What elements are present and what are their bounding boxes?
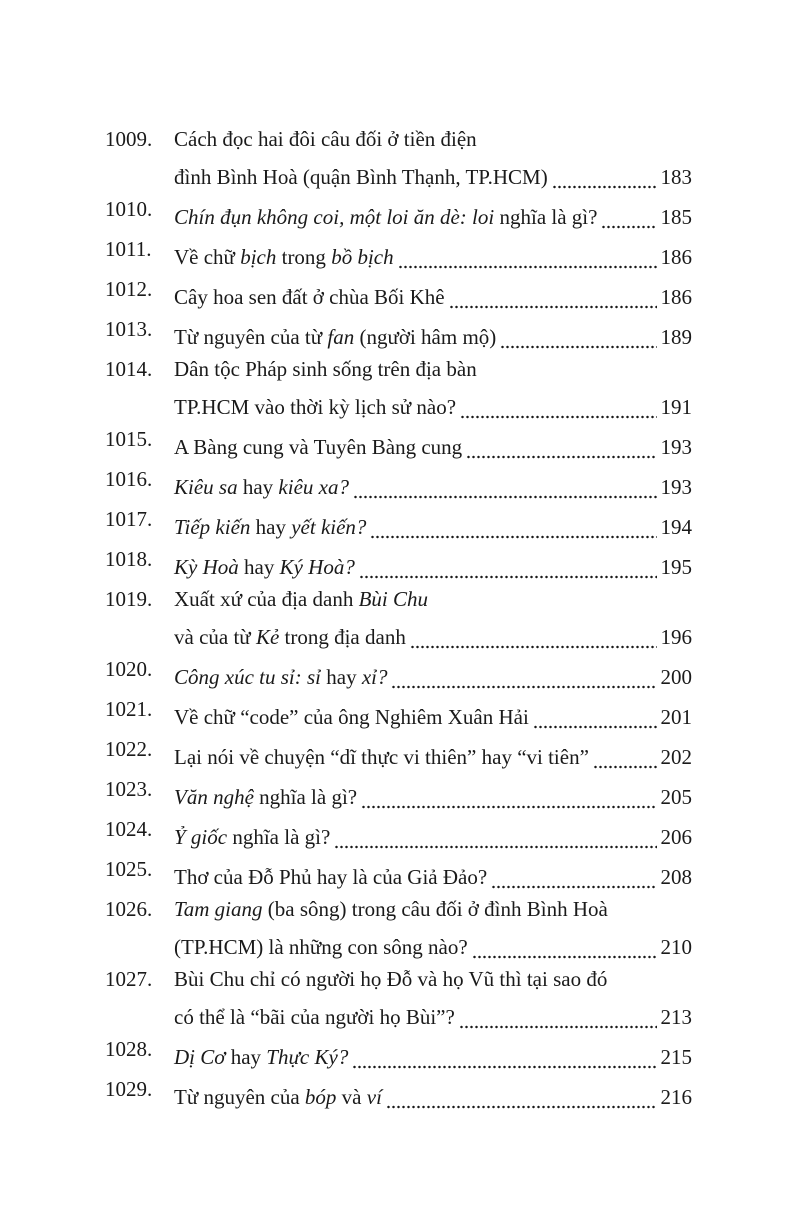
toc-entry-line — [0, 584, 800, 614]
toc-entry-line — [0, 464, 800, 499]
italic-term: bồ bịch — [331, 245, 394, 269]
entry-number: 1012. — [105, 277, 153, 301]
toc-entry-line — [0, 154, 800, 189]
page-number: 186 — [660, 285, 692, 309]
toc-entry[interactable] — [0, 424, 800, 459]
entry-number: 1017. — [105, 507, 153, 531]
italic-term: Kỳ Hoà — [174, 555, 239, 579]
toc-entry-line — [0, 234, 800, 269]
dot-leader — [491, 863, 656, 893]
toc-entry-line — [0, 854, 800, 889]
title-text: và của từ — [174, 625, 256, 649]
title-text: TP.HCM vào thời kỳ lịch sử nào? — [174, 395, 457, 419]
entry-title — [174, 742, 589, 772]
page-number: 205 — [660, 785, 692, 809]
dot-leader — [449, 283, 657, 313]
entry-title — [174, 782, 357, 812]
page-number: 185 — [660, 205, 692, 229]
page-number: 208 — [660, 865, 692, 889]
toc-entry[interactable] — [0, 734, 800, 769]
entry-title — [174, 894, 608, 924]
toc-entry[interactable] — [0, 584, 800, 649]
page-number: 195 — [660, 555, 692, 579]
toc-entry-line — [0, 964, 800, 994]
toc-entry-line — [0, 1034, 800, 1069]
title-text: Từ nguyên của — [174, 1085, 305, 1109]
toc-entry-line — [0, 194, 800, 229]
entry-number: 1016. — [105, 467, 153, 491]
title-text: (ba sông) trong câu đối ở đình Bình Hoà — [262, 897, 608, 921]
title-text: Về chữ — [174, 245, 241, 269]
title-text: trong — [276, 245, 332, 269]
italic-term: xỉ? — [361, 665, 388, 689]
title-text: nghĩa là gì? — [227, 825, 331, 849]
entry-title — [174, 964, 607, 994]
entry-number: 1023. — [105, 777, 153, 801]
italic-term: Tam giang — [174, 897, 263, 921]
toc-entry-line — [0, 124, 800, 154]
dot-leader — [361, 783, 656, 813]
title-text: Thơ của Đỗ Phủ hay là của Giả Đảo? — [174, 865, 488, 889]
toc-entry[interactable] — [0, 814, 800, 849]
entry-title — [174, 1042, 348, 1072]
toc-entry[interactable] — [0, 894, 800, 959]
entry-number: 1020. — [105, 657, 153, 681]
title-text: Dân tộc Pháp sinh sống trên địa bàn — [174, 357, 477, 381]
page-number: 193 — [660, 475, 692, 499]
italic-term: Kiêu sa — [174, 475, 238, 499]
dot-leader — [466, 433, 656, 463]
page-number: 216 — [660, 1085, 692, 1109]
toc-entry[interactable] — [0, 464, 800, 499]
dot-leader — [398, 243, 657, 273]
page-number: 193 — [660, 435, 692, 459]
toc-entry-line — [0, 544, 800, 579]
page-number: 202 — [660, 745, 692, 769]
dot-leader — [359, 553, 657, 583]
toc-entry-line — [0, 274, 800, 309]
title-text: Về chữ “code” của ông Nghiêm Xuân Hải — [174, 705, 529, 729]
toc-entry[interactable] — [0, 314, 800, 349]
toc-entry-line — [0, 614, 800, 649]
italic-term: Thực Ký? — [266, 1045, 349, 1069]
toc-entry[interactable] — [0, 854, 800, 889]
dot-leader — [386, 1083, 657, 1113]
toc-entry[interactable] — [0, 124, 800, 189]
italic-term: ví — [366, 1085, 382, 1109]
title-text: Lại nói về chuyện “dĩ thực vi thiên” hay “vi tiên” — [174, 745, 589, 769]
title-text: (TP.HCM) là những con sông nào? — [174, 935, 468, 959]
entry-number: 1027. — [105, 967, 153, 991]
italic-term: Văn nghệ — [174, 785, 254, 809]
toc-entry-line — [0, 314, 800, 349]
title-text: hay — [238, 555, 280, 579]
italic-term: Chín đụn không coi, một loi ăn dè: loi — [174, 205, 495, 229]
entry-title — [174, 702, 529, 732]
toc-entry-line — [0, 774, 800, 809]
dot-leader — [459, 1003, 657, 1033]
toc-entry-line — [0, 384, 800, 419]
italic-term: Tiếp kiến — [174, 515, 251, 539]
entry-number: 1010. — [105, 197, 153, 221]
italic-term: kiêu xa? — [278, 475, 349, 499]
toc-entry[interactable] — [0, 234, 800, 269]
dot-leader — [370, 513, 656, 543]
dot-leader — [552, 163, 657, 193]
toc-entry[interactable] — [0, 544, 800, 579]
toc-entry-line — [0, 894, 800, 924]
title-text: Bùi Chu chỉ có người họ Đỗ và họ Vũ thì tại sao đó — [174, 967, 608, 991]
dot-leader — [334, 823, 656, 853]
toc-entry-line — [0, 424, 800, 459]
toc-entry-line — [0, 734, 800, 769]
entry-title — [174, 822, 330, 852]
entry-title — [174, 322, 496, 352]
dot-leader — [472, 933, 657, 963]
italic-term: bịch — [240, 245, 277, 269]
entry-title — [174, 584, 428, 614]
entry-title — [174, 124, 477, 154]
entry-number: 1013. — [105, 317, 153, 341]
dot-leader — [460, 393, 656, 423]
dot-leader — [593, 743, 657, 773]
title-text: nghĩa là gì? — [253, 785, 358, 809]
toc-entry[interactable] — [0, 1074, 800, 1109]
entry-title — [174, 552, 355, 582]
entry-number: 1028. — [105, 1037, 153, 1061]
title-text: Xuất xứ của địa danh — [174, 587, 359, 611]
page-number: 215 — [660, 1045, 692, 1069]
toc-entry-line — [0, 504, 800, 539]
dot-leader — [410, 623, 657, 653]
entry-title — [174, 392, 456, 422]
title-text: A Bàng cung và Tuyên Bàng cung — [174, 435, 463, 459]
italic-term: Bùi Chu — [358, 587, 428, 611]
entry-number: 1014. — [105, 357, 153, 381]
entry-number: 1029. — [105, 1077, 153, 1101]
entry-number: 1019. — [105, 587, 153, 611]
entry-number: 1026. — [105, 897, 153, 921]
page-number: 189 — [660, 325, 692, 349]
toc-entry[interactable] — [0, 194, 800, 229]
entry-title — [174, 662, 387, 692]
title-text: có thể là “bãi của người họ Bùi”? — [174, 1005, 455, 1029]
entry-title — [174, 242, 394, 272]
toc-entry-line — [0, 654, 800, 689]
entry-title — [174, 162, 548, 192]
title-text: Cây hoa sen đất ở chùa Bối Khê — [174, 285, 445, 309]
italic-term: bóp — [304, 1085, 337, 1109]
title-text: Từ nguyên của từ — [174, 325, 328, 349]
toc-entry-line — [0, 354, 800, 384]
toc-entry[interactable] — [0, 694, 800, 729]
dot-leader — [601, 203, 656, 233]
title-text: đình Bình Hoà (quận Bình Thạnh, TP.HCM) — [174, 165, 548, 189]
page-number: 200 — [660, 665, 692, 689]
page-number: 194 — [660, 515, 692, 539]
dot-leader — [533, 703, 657, 733]
page-number: 183 — [660, 165, 692, 189]
page-number: 210 — [660, 935, 692, 959]
entry-number: 1021. — [105, 697, 153, 721]
title-text: hay — [321, 665, 362, 689]
title-text: hay — [250, 515, 292, 539]
page-number: 206 — [660, 825, 692, 849]
entry-number: 1011. — [105, 237, 152, 261]
dot-leader — [391, 663, 656, 693]
entry-number: 1025. — [105, 857, 153, 881]
entry-title — [174, 862, 487, 892]
dot-leader — [352, 1043, 656, 1073]
entry-title — [174, 512, 366, 542]
toc-entry[interactable] — [0, 274, 800, 309]
entry-number: 1009. — [105, 127, 153, 151]
title-text: hay — [225, 1045, 267, 1069]
page-number: 201 — [660, 705, 692, 729]
dot-leader — [500, 323, 656, 353]
entry-title — [174, 432, 462, 462]
title-text: Cách đọc hai đôi câu đối ở tiền điện — [174, 127, 477, 151]
italic-term: Công xúc tu sỉ: sỉ — [174, 665, 321, 689]
italic-term: Ỷ giốc — [174, 825, 228, 849]
toc-entry-line — [0, 924, 800, 959]
toc-entry[interactable] — [0, 964, 800, 1029]
entry-title — [174, 622, 406, 652]
italic-term: Dị Cơ — [174, 1045, 226, 1069]
entry-number: 1018. — [105, 547, 153, 571]
page-number: 196 — [660, 625, 692, 649]
toc-entry-line — [0, 994, 800, 1029]
entry-title — [174, 932, 468, 962]
entry-number: 1015. — [105, 427, 153, 451]
title-text: (người hâm mộ) — [354, 325, 497, 349]
page-number: 186 — [660, 245, 692, 269]
toc-entry[interactable] — [0, 354, 800, 419]
toc-entry[interactable] — [0, 504, 800, 539]
toc-entry[interactable] — [0, 1034, 800, 1069]
entry-title — [174, 282, 445, 312]
toc-entry-line — [0, 1074, 800, 1109]
italic-term: fan — [327, 325, 355, 349]
title-text: và — [336, 1085, 367, 1109]
toc-entry-line — [0, 694, 800, 729]
entry-title — [174, 1002, 455, 1032]
toc-entry-line — [0, 814, 800, 849]
entry-title — [174, 202, 597, 232]
entry-number: 1022. — [105, 737, 153, 761]
entry-title — [174, 472, 349, 502]
page-number: 191 — [660, 395, 692, 419]
entry-title — [174, 354, 477, 384]
title-text: hay — [237, 475, 279, 499]
italic-term: Ký Hoà? — [279, 555, 355, 579]
italic-term: yết kiến? — [291, 515, 367, 539]
dot-leader — [353, 473, 657, 503]
entry-title — [174, 1082, 382, 1112]
title-text: nghĩa là gì? — [494, 205, 598, 229]
entry-number: 1024. — [105, 817, 153, 841]
table-of-contents — [0, 124, 800, 1114]
toc-entry[interactable] — [0, 654, 800, 689]
page-number: 213 — [660, 1005, 692, 1029]
title-text: trong địa danh — [279, 625, 406, 649]
italic-term: Kẻ — [255, 625, 280, 649]
toc-entry[interactable] — [0, 774, 800, 809]
